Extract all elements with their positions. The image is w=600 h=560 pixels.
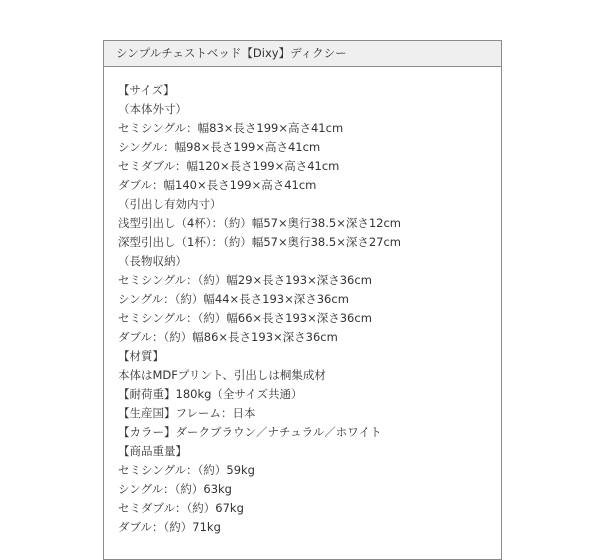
spec-line-outer-dimensions-heading: （本体外寸）: [118, 102, 187, 116]
spec-line-weight-semi-single: セミシングル：（約）59kg: [118, 463, 255, 477]
spec-line-weight-single: シングル：（約）63kg: [118, 482, 232, 496]
spec-line-outer-semi-single: セミシングル：幅83×長さ199×高さ41cm: [118, 121, 344, 135]
spec-line-long-semi-single-2: セミシングル：（約）幅66×長さ193×深さ36cm: [118, 311, 372, 325]
spec-line-material: 本体はMDFプリント、引出しは桐集成材: [118, 368, 326, 382]
spec-line-load-capacity: 【耐荷重】180kg（全サイズ共通）: [118, 387, 303, 401]
spec-line-size-heading: 【サイズ】: [118, 83, 175, 97]
spec-line-drawer-inner-heading: （引出し有効内寸）: [118, 197, 222, 211]
spec-table: [103, 40, 502, 560]
spec-line-weight-semi-double: セミダブル：（約）67kg: [118, 501, 244, 515]
spec-body: [104, 67, 501, 537]
spec-line-outer-single: シングル：幅98×長さ199×高さ41cm: [118, 140, 321, 154]
spec-line-colors: 【カラー】ダークブラウン／ナチュラル／ホワイト: [118, 425, 382, 439]
spec-line-outer-semi-double: セミダブル：幅120×長さ199×高さ41cm: [118, 159, 340, 173]
spec-line-material-heading: 【材質】: [118, 349, 164, 363]
spec-line-long-single: シングル：（約）幅44×長さ193×深さ36cm: [118, 292, 349, 306]
spec-line-shallow-drawer: 浅型引出し（4杯）：（約）幅57×奥行38.5×深さ12cm: [118, 216, 401, 230]
spec-line-weight-heading: 【商品重量】: [118, 444, 187, 458]
spec-line-long-semi-single: セミシングル：（約）幅29×長さ193×深さ36cm: [118, 273, 372, 287]
spec-title: シンプルチェストベッド【Dixy】ディクシー: [104, 41, 501, 67]
spec-line-long-storage-heading: （長物収納）: [118, 254, 187, 268]
spec-line-long-double: ダブル：（約）幅86×長さ193×深さ36cm: [118, 330, 338, 344]
spec-line-weight-double: ダブル：（約）71kg: [118, 520, 221, 534]
spec-line-outer-double: ダブル：幅140×長さ199×高さ41cm: [118, 178, 317, 192]
spec-line-deep-drawer: 深型引出し（1杯）：（約）幅57×奥行38.5×深さ27cm: [118, 235, 401, 249]
spec-line-origin: 【生産国】フレーム：日本: [118, 406, 256, 420]
